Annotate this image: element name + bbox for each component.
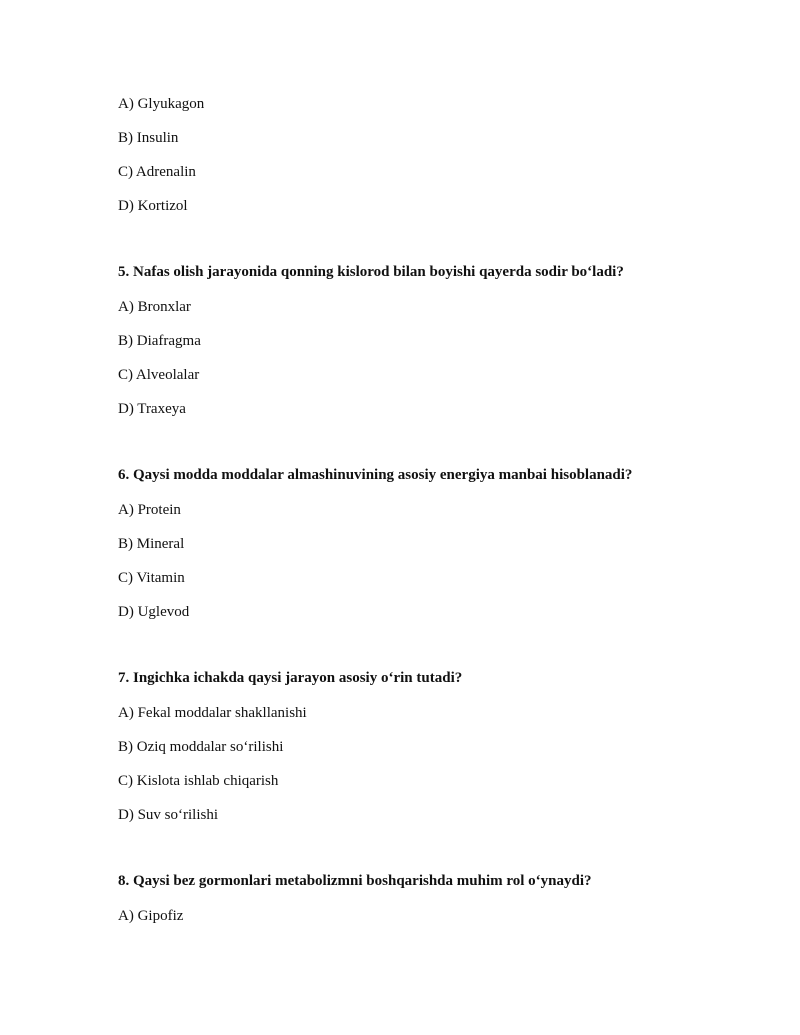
option-c: C) Adrenalin: [118, 164, 196, 180]
option-d: D) Traxeya: [118, 401, 186, 417]
option-b: B) Insulin: [118, 130, 179, 146]
question-7: 7. Ingichka ichakda qaysi jarayon asosiy oʻrin tutadi?: [118, 670, 463, 686]
question-5: 5. Nafas olish jarayonida qonning kislorod bilan boyishi qayerda sodir boʻladi?: [118, 264, 624, 280]
option-a: A) Bronxlar: [118, 299, 191, 315]
option-c: C) Vitamin: [118, 570, 185, 586]
option-c: C) Alveolalar: [118, 367, 200, 383]
option-d: D) Suv soʻrilishi: [118, 807, 219, 823]
option-a: A) Glyukagon: [118, 96, 205, 112]
option-d: D) Uglevod: [118, 604, 190, 620]
option-d: D) Kortizol: [118, 198, 188, 214]
option-b: B) Oziq moddalar soʻrilishi: [118, 739, 284, 755]
question-8: 8. Qaysi bez gormonlari metabolizmni boshqarishda muhim rol oʻynaydi?: [118, 873, 592, 889]
option-a: A) Gipofiz: [118, 908, 184, 924]
option-a: A) Fekal moddalar shakllanishi: [118, 705, 307, 721]
option-c: C) Kislota ishlab chiqarish: [118, 773, 279, 789]
question-6: 6. Qaysi modda moddalar almashinuvining asosiy energiya manbai hisoblanadi?: [118, 467, 633, 483]
option-a: A) Protein: [118, 502, 181, 518]
option-b: B) Mineral: [118, 536, 185, 552]
option-b: B) Diafragma: [118, 333, 201, 349]
